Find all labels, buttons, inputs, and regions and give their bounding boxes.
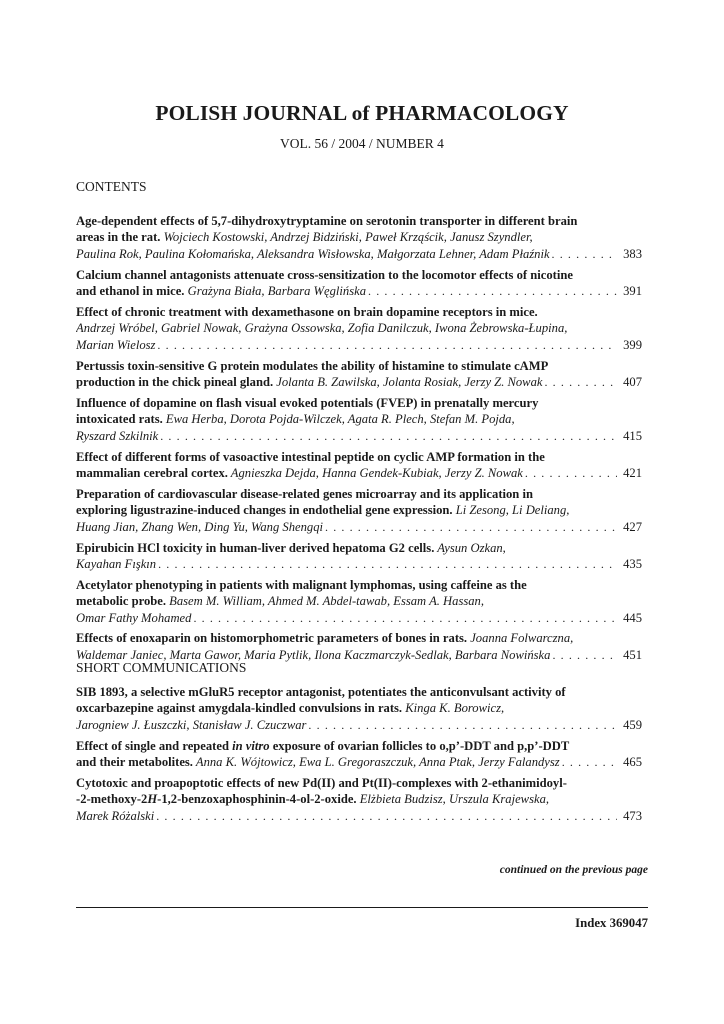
toc-entry-line [76,229,642,245]
toc-entry [76,630,642,663]
authors-text: Ryszard Szkilnik [76,428,159,443]
authors-text: Aysun Ozkan, [434,540,506,555]
toc-entry-line [76,267,642,283]
toc-entry-line [76,754,642,770]
toc-entry-line [76,374,642,390]
dot-leader [193,610,617,626]
toc-entry-text [76,465,523,481]
toc-entry-text [76,337,155,353]
page-number: 445 [623,610,642,625]
toc-entry-line [76,283,642,299]
title-text: in vitro [232,738,270,753]
toc-entry-line [76,700,642,716]
title-text: -1,2-benzoxaphosphinin-4-ol-2-oxide. [157,792,357,807]
title-text: Epirubicin HCl toxicity in human-liver derived hepatoma G2 cells. [76,540,435,555]
short-communications-list [76,684,642,829]
title-text: SIB 1893, a selective mGluR5 receptor antagonist, potentiates the anticonvulsant activity of [76,685,566,699]
authors-text: Omar Fathy Mohamed [76,610,192,625]
toc-entry [76,449,642,482]
toc-entry [76,486,642,535]
authors-text: Grażyna Biała, Barbara Węglińska [184,284,367,299]
toc-entry [76,738,642,771]
authors-text: Li Zesong, Li Deliang, [452,503,570,518]
title-text: mammalian cerebral cortex. [76,465,228,480]
authors-text: Wojciech Kostowski, Andrzej Bidziński, Paweł Krząścik, Janusz Szyndler, [160,230,533,245]
authors-text: Ewa Herba, Dorota Pojda-Wilczek, Agata R. Plech, Stefan M. Pojda, [162,412,515,427]
toc-entry-text [76,428,158,444]
authors-text: Anna K. Wójtowicz, Ewa L. Gregoraszczuk, Anna Ptak, Jerzy Falandysz [192,755,560,770]
authors-text: Basem M. William, Ahmed M. Abdel-tawab, Essam A. Hassan, [166,594,484,609]
dot-leader [156,808,617,824]
entry-spacer [76,824,642,829]
title-text: Acetylator phenotyping in patients with malignant lymphomas, using caffeine as the [76,577,527,592]
toc-entry-text [76,717,306,733]
toc-entry [76,395,642,444]
toc-entry-line [76,502,642,518]
title-text: Pertussis toxin-sensitive G protein modulates the ability of histamine to stimulate cAMP [76,358,549,373]
toc-entry-line [76,684,642,700]
title-text: Effect of chronic treatment with dexamethasone on brain dopamine receptors in mice. [76,304,538,319]
toc-entry [76,684,642,733]
toc-entry-text [76,246,550,262]
toc-entry-line [76,610,642,626]
title-text: areas in the rat. [76,230,161,245]
toc-entry-line [76,246,642,262]
toc-entry-line [76,519,642,535]
title-text: Effect of single and repeated [76,738,233,753]
toc-entry-text [76,374,542,390]
toc-entry-line [76,213,642,229]
contents-heading: CONTENTS [76,179,147,194]
page-number: 407 [623,375,642,390]
title-text: Cytotoxic and proapoptotic effects of new Pd(II) and Pt(II)-complexes with 2-ethanimidoyl- [76,775,567,790]
page-number: 383 [623,246,642,261]
toc-entry [76,540,642,573]
journal-title: POLISH JOURNAL of PHARMACOLOGY [155,101,569,125]
toc-entry-line [76,791,642,807]
toc-entry-line [76,577,642,593]
toc-entry-line [76,808,642,824]
toc-entry-line [76,304,642,320]
authors-text: Elżbieta Budzisz, Urszula Krajewska, [356,792,550,807]
toc-entry [76,267,642,300]
authors-text: Joanna Folwarczna, [467,631,574,646]
title-text: Influence of dopamine on flash visual evoked potentials (FVEP) in prenatally mercury [76,395,539,410]
toc-entry-line [76,449,642,465]
toc-entry-line [76,320,642,336]
authors-text: Waldemar Janiec, Marta Gawor, Maria Pytlik, Ilona Kaczmarczyk-Sedlak, Barbara Nowińska [76,647,551,662]
toc-entry-line [76,411,642,427]
dot-leader [544,374,617,390]
title-text: exploring ligustrazine-induced changes in endothelial gene expression. [76,503,453,518]
toc-entry-line [76,358,642,374]
toc-entry-line [76,556,642,572]
title-text: H [147,792,158,807]
dot-leader [525,465,617,481]
page-number: 399 [623,337,642,352]
index-number: Index 369047 [575,916,648,930]
title-text: oxcarbazepine against amygdala-kindled convulsions in rats. [76,701,403,716]
toc-entry-line [76,337,642,353]
toc-entry-line [76,738,642,754]
toc-entry-line [76,775,642,791]
toc-entry-line [76,630,642,646]
articles-list [76,213,642,668]
dot-leader [552,647,617,663]
issue-line: VOL. 56 / 2004 / NUMBER 4 [280,136,444,151]
toc-entry-line [76,465,642,481]
toc-entry-text [76,610,191,626]
toc-entry-line [76,540,642,556]
toc-entry [76,358,642,391]
page-number: 465 [623,755,642,770]
authors-text: Kinga K. Borowicz, [402,701,505,716]
toc-entry-text [76,283,366,299]
dot-leader [160,428,617,444]
page-number: 427 [623,519,642,534]
dot-leader [325,519,617,535]
toc-entry [76,577,642,626]
toc-entry-text [76,519,323,535]
page-number: 473 [623,808,642,823]
title-text: Effect of different forms of vasoactive intestinal peptide on cyclic AMP formation in the [76,449,545,464]
toc-entry-line [76,486,642,502]
title-text: intoxicated rats. [76,412,163,427]
footer-divider [76,907,648,908]
authors-text: Kayahan Fışkın [76,556,157,571]
authors-text: Marian Wielosz [76,337,156,352]
page-number: 459 [623,717,642,732]
authors-text: Paulina Rok, Paulina Kołomańska, Aleksandra Wisłowska, Małgorzata Lehner, Adam Płaźnik [76,246,550,261]
dot-leader [308,717,617,733]
title-text: and ethanol in mice. [76,284,185,299]
continued-note: continued on the previous page [499,864,648,876]
title-text: Effects of enoxaparin on histomorphometric parameters of bones in rats. [76,631,468,646]
authors-text: Marek Różalski [76,808,155,823]
toc-entry-line [76,717,642,733]
dot-leader [157,337,617,353]
title-text: -2-methoxy-2 [76,792,148,807]
dot-leader [552,246,617,262]
page-number: 421 [623,465,642,480]
dot-leader [368,283,617,299]
toc-entry-line [76,593,642,609]
toc-entry-text [76,808,154,824]
page-number: 451 [623,647,642,662]
dot-leader [562,754,617,770]
page-number: 435 [623,556,642,571]
authors-text: Andrzej Wróbel, Gabriel Nowak, Grażyna Ossowska, Zofia Danilczuk, Iwona Żebrowska-Łupina, [76,321,568,336]
authors-text: Huang Jian, Zhang Wen, Ding Yu, Wang Shengqi [76,519,323,534]
toc-entry-text [76,754,560,770]
title-text: Age-dependent effects of 5,7-dihydroxytryptamine on serotonin transporter in different brain [76,214,578,228]
page-number: 415 [623,428,642,443]
authors-text: Jolanta B. Zawilska, Jolanta Rosiak, Jerzy Z. Nowak [273,375,543,390]
toc-entry [76,304,642,353]
short-communications-heading: SHORT COMMUNICATIONS [76,660,247,675]
title-text: production in the chick pineal gland. [76,375,274,390]
title-text: and their metabolites. [76,755,193,770]
title-text: Preparation of cardiovascular disease-related genes microarray and its application in [76,486,533,501]
toc-entry [76,775,642,824]
authors-text: Jarogniew J. Łuszczki, Stanisław J. Czuczwar [76,717,307,732]
title-text: metabolic probe. [76,594,167,609]
dot-leader [158,556,617,572]
title-text: exposure of ovarian follicles to o,p’-DDT and p,p’-DDT [269,738,570,753]
page-number: 391 [623,284,642,299]
toc-entry [76,213,642,262]
title-text: Calcium channel antagonists attenuate cross-sensitization to the locomotor effects of nicotine [76,267,573,282]
authors-text: Agnieszka Dejda, Hanna Gendek-Kubiak, Jerzy Z. Nowak [227,465,523,480]
toc-entry-line [76,428,642,444]
toc-entry-line [76,395,642,411]
toc-entry-text [76,556,156,572]
